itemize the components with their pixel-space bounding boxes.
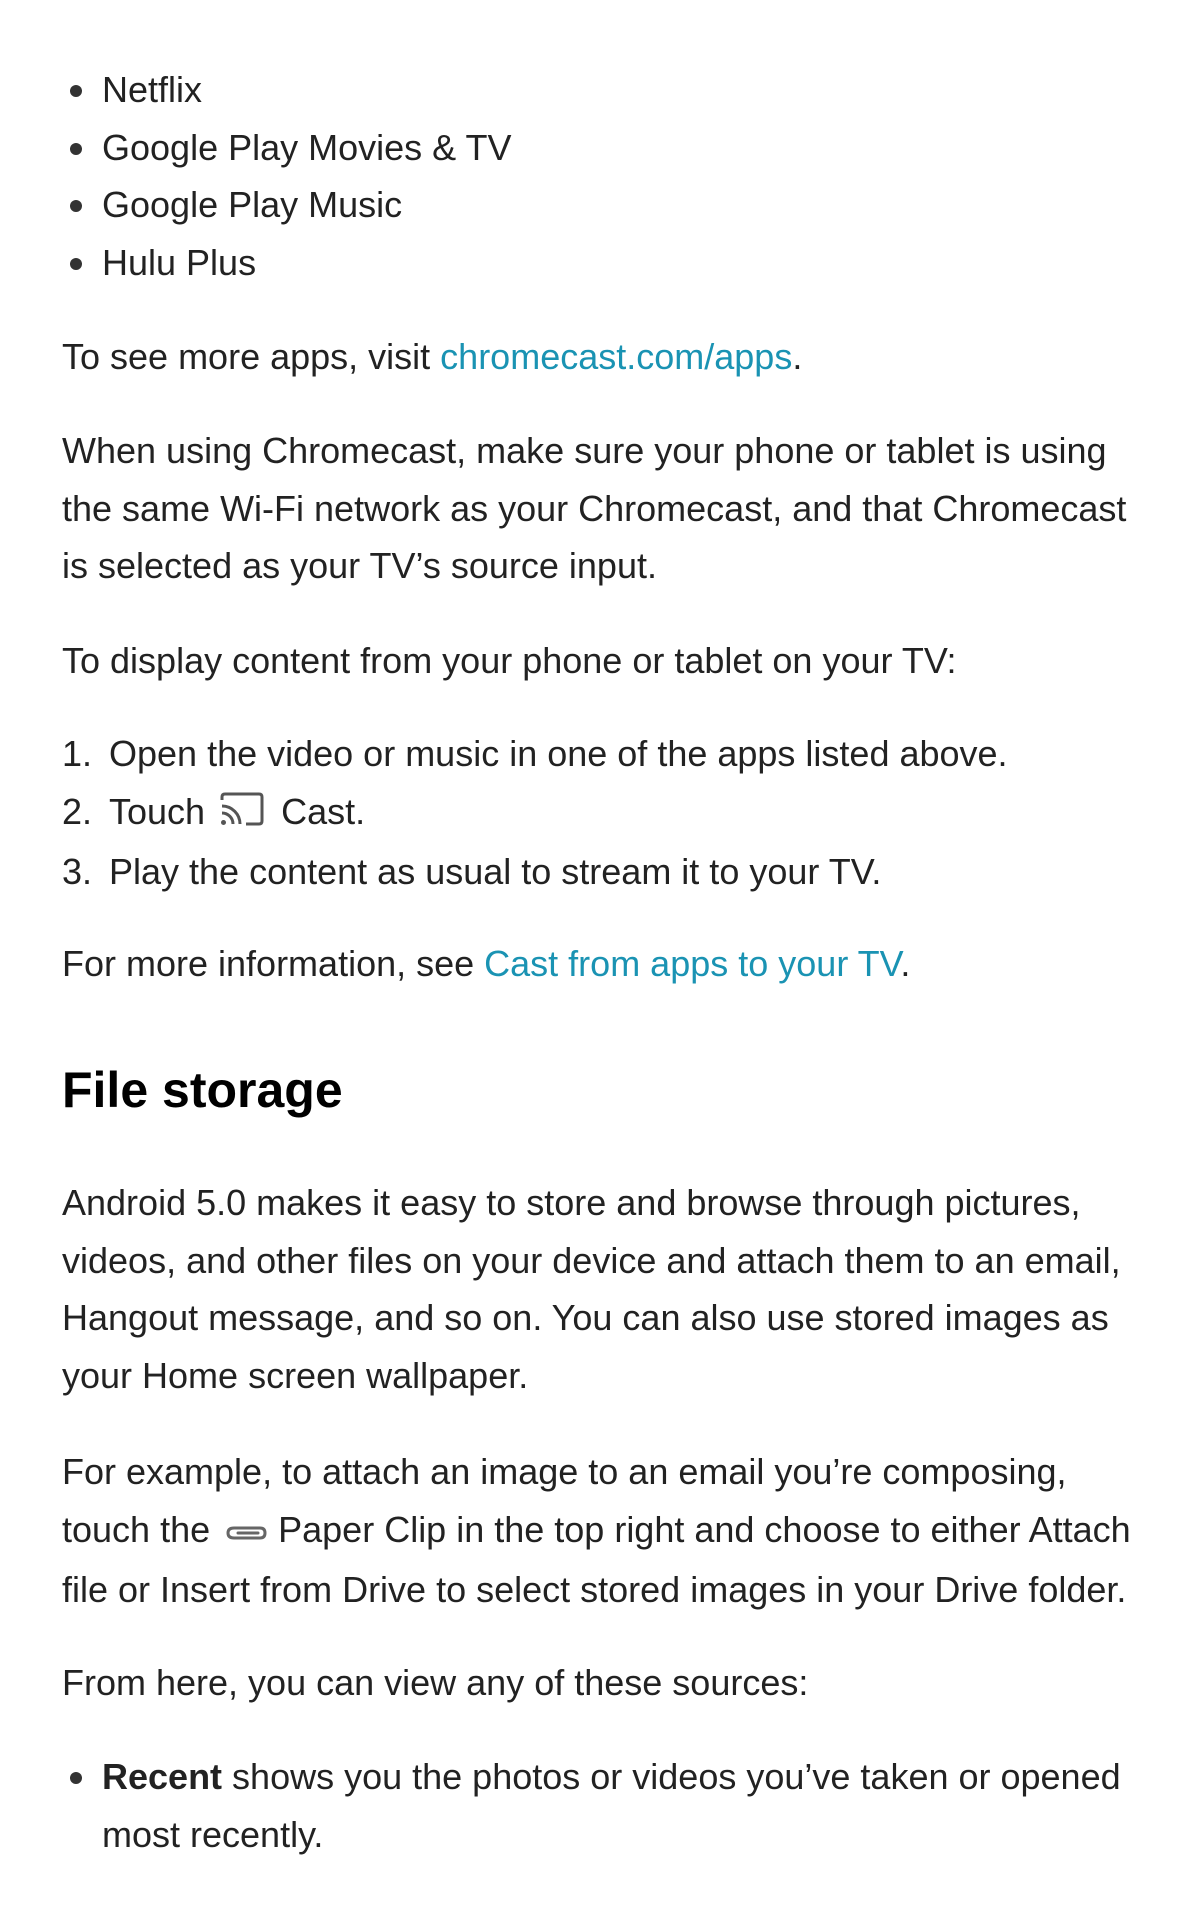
cast-icon — [219, 785, 265, 843]
list-item-label: Google Play Movies & TV — [102, 126, 512, 168]
list-item-label: Netflix — [102, 69, 203, 110]
step-text-after: Cast. — [281, 790, 366, 832]
more-apps-paragraph — [62, 328, 1138, 386]
wifi-paragraph: When using Chromecast, make sure your phone or tablet is using the same Wi-Fi network as your Chromecast, and that Chromecast is selected as your TV’s source input. — [62, 430, 1127, 586]
example-paragraph — [62, 1443, 1160, 1618]
more-apps-suffix: . — [792, 336, 803, 377]
list-item — [62, 119, 1138, 177]
step-number: 2. — [62, 790, 93, 832]
more-info-suffix: . — [900, 943, 911, 984]
list-item-label: Hulu Plus — [102, 241, 257, 283]
step-text: Open the video or music in one of the apps listed above. — [109, 733, 1008, 774]
section-heading: File storage — [62, 1062, 343, 1118]
example-text-before: For example, to attach an image to an email you’re composing, touch the — [62, 1451, 1067, 1550]
step-item — [62, 725, 1138, 783]
list-item — [62, 234, 1138, 292]
step-item — [62, 783, 1138, 843]
supported-apps-list — [62, 61, 1138, 291]
source-name: Recent — [102, 1756, 223, 1797]
list-item-label: Google Play Music — [102, 184, 403, 225]
list-item — [62, 61, 1138, 119]
cast-from-apps-link[interactable]: Cast from apps to your TV — [484, 943, 901, 984]
sources-list — [62, 1748, 1138, 1863]
list-item — [62, 1748, 1138, 1863]
step-number: 1. — [62, 733, 93, 774]
example-text-after: Paper Clip in the top right and choose to either Attach file or Insert from Drive to select stored images in your Drive folder. — [62, 1508, 1131, 1610]
more-info-prefix: For more information, see — [62, 943, 485, 984]
paper-clip-icon — [224, 1503, 268, 1561]
more-apps-prefix: To see more apps, visit — [62, 336, 441, 377]
list-item — [62, 176, 1138, 234]
step-text-before: Touch — [109, 790, 206, 832]
step-number: 3. — [62, 850, 93, 892]
source-description: shows you the photos or videos you’ve taken or opened most recently. — [102, 1756, 1121, 1855]
step-item — [62, 843, 1138, 901]
cast-steps-list — [62, 725, 1138, 900]
more-info-paragraph — [62, 935, 1138, 993]
sources-intro-paragraph: From here, you can view any of these sources: — [62, 1662, 809, 1703]
step-text: Play the content as usual to stream it to your TV. — [109, 850, 882, 892]
display-intro-paragraph: To display content from your phone or tablet on your TV: — [62, 640, 957, 681]
android-storage-paragraph: Android 5.0 makes it easy to store and browse through pictures, videos, and other files on your device and attach them to an email, Hangout message, and so on. You can also use stored images as your Home screen wallpaper. — [62, 1182, 1121, 1396]
chromecast-apps-link[interactable]: chromecast.com/apps — [440, 336, 793, 377]
